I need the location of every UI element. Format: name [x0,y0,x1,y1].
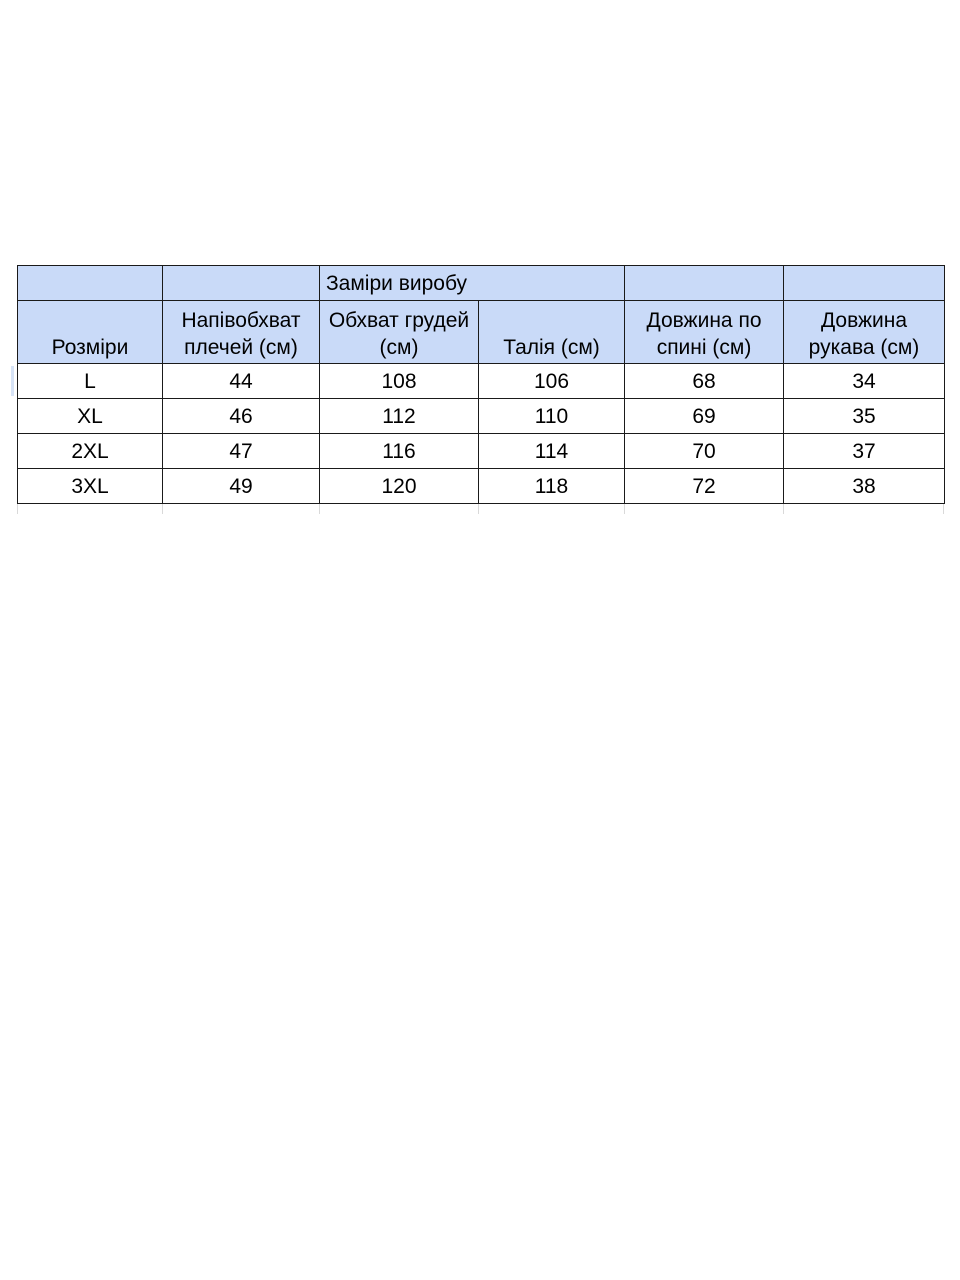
header-sizes: Розміри [18,301,163,364]
value-cell: 44 [163,364,320,399]
table-row [18,399,945,434]
value-cell: 34 [784,364,945,399]
header-waist: Талія (см) [479,301,625,364]
size-chart-sheet [17,265,944,504]
sheet-gridline-tail [17,504,944,514]
size-cell: XL [18,399,163,434]
value-cell: 72 [625,469,784,504]
value-cell: 118 [479,469,625,504]
row-selection-marker [11,366,14,396]
value-cell: 37 [784,434,945,469]
table-title-row [18,266,945,301]
header-sleeve-length: Довжина рукава (см) [784,301,945,364]
value-cell: 49 [163,469,320,504]
title-empty-cell [163,266,320,301]
value-cell: 108 [320,364,479,399]
value-cell: 116 [320,434,479,469]
value-cell: 110 [479,399,625,434]
value-cell: 112 [320,399,479,434]
value-cell: 68 [625,364,784,399]
table-row [18,469,945,504]
value-cell: 106 [479,364,625,399]
table-row [18,434,945,469]
table-title: Заміри виробу [320,266,625,301]
value-cell: 38 [784,469,945,504]
value-cell: 69 [625,399,784,434]
header-shoulder-half-girth: Напівобхват плечей (см) [163,301,320,364]
title-empty-cell [784,266,945,301]
size-cell: 3XL [18,469,163,504]
value-cell: 47 [163,434,320,469]
value-cell: 120 [320,469,479,504]
header-chest-girth: Обхват грудей (см) [320,301,479,364]
size-cell: L [18,364,163,399]
size-cell: 2XL [18,434,163,469]
value-cell: 114 [479,434,625,469]
table-row [18,364,945,399]
title-empty-cell [625,266,784,301]
value-cell: 46 [163,399,320,434]
size-table [17,265,945,504]
title-empty-cell [18,266,163,301]
value-cell: 70 [625,434,784,469]
header-back-length: Довжина по спині (см) [625,301,784,364]
table-header-row [18,301,945,364]
value-cell: 35 [784,399,945,434]
